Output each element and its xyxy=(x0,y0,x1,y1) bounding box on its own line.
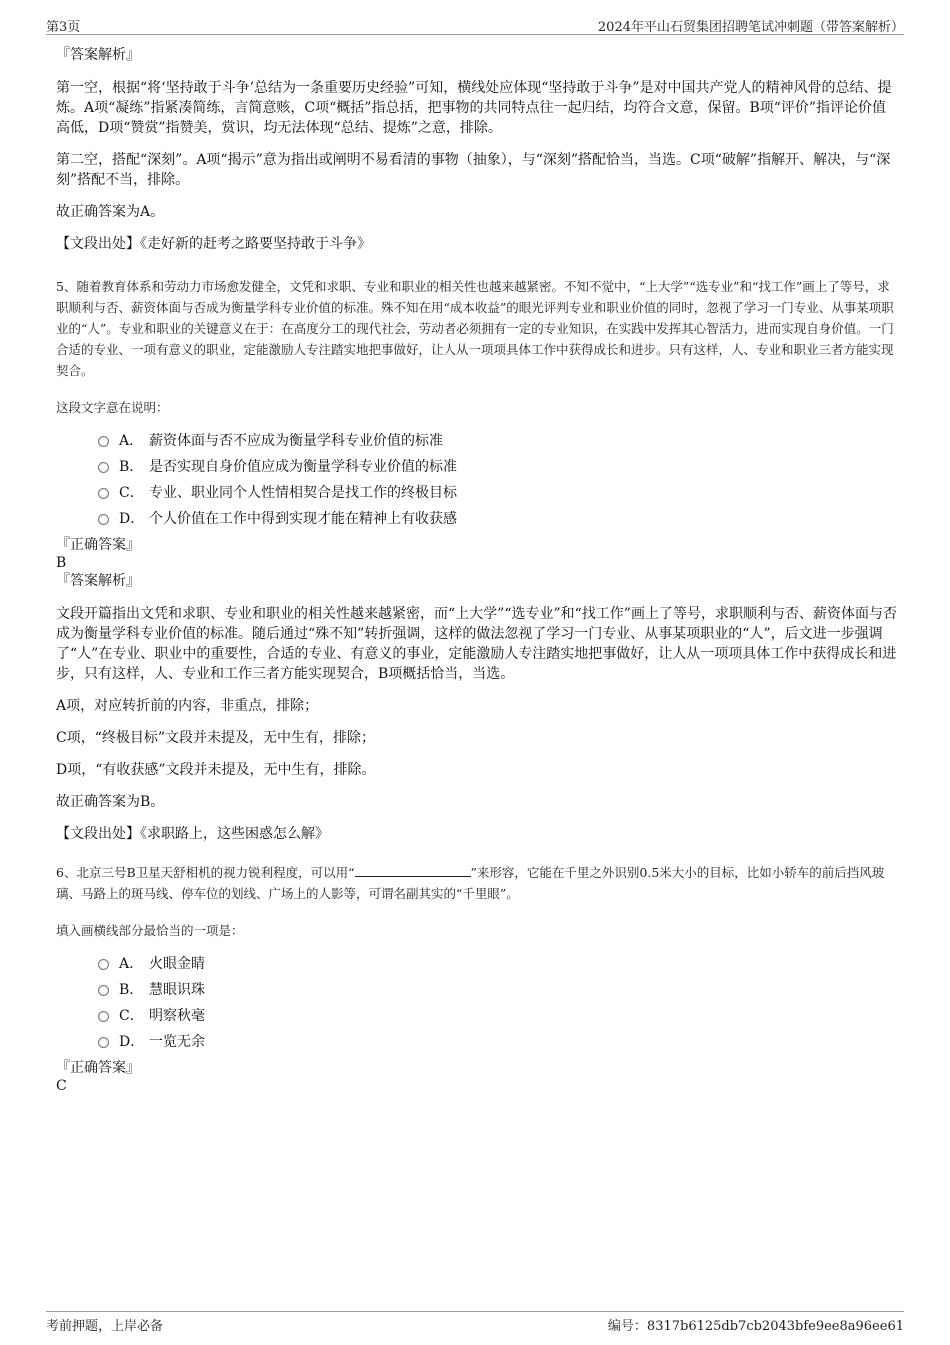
q4-source: 【文段出处】《走好新的赶考之路要坚持敢于斗争》 xyxy=(56,236,371,252)
document-code: 编号：8317b6125db7cb2043bfe9ee8a96ee61 xyxy=(607,1319,904,1334)
q5-option-c[interactable]: C． 专业、职业同个人性情相契合是找工作的终极目标 xyxy=(98,480,900,506)
q5-analysis-p1: 文段开篇指出文凭和求职、专业和职业的相关性越来越紧密，而“上大学”“选专业”和“找工作”画上了等号，求职顺利与否、薪资体面与否成为衡量学科专业价值的标准。随后通过“殊不知”转折强调，这样的做法忽视了学习一门专业、从事某项职业的“人”，后文进一步强调了“人”在专业、职业中的重要性，合适的专业、有意义的事业，定能激励人专注踏实地把事做好，让人从一项项具体工作中获得成长和进步，只有这样，人、专业和工作三者方能实现契合，B项概括恰当，当选。 xyxy=(56,606,897,682)
q5-analysis-label: 『答案解析』 xyxy=(56,573,140,589)
q5-options xyxy=(98,428,900,532)
radio-icon[interactable] xyxy=(98,436,109,447)
q6-answer-label: 『正确答案』 xyxy=(56,1060,140,1076)
q5-prompt: 这段文字意在说明： xyxy=(56,400,169,415)
fill-blank xyxy=(355,864,471,877)
radio-icon[interactable] xyxy=(98,1037,109,1048)
page-content xyxy=(56,46,900,1095)
q6-options xyxy=(98,951,900,1055)
q5-answer-label: 『正确答案』 xyxy=(56,537,140,553)
q5-option-d[interactable]: D． 个人价值在工作中得到实现才能在精神上有收获感 xyxy=(98,506,900,532)
q5-option-b[interactable]: B． 是否实现自身价值应成为衡量学科专业价值的标准 xyxy=(98,454,900,480)
radio-icon[interactable] xyxy=(98,985,109,996)
q6-option-a[interactable]: A． 火眼金睛 xyxy=(98,951,900,977)
q6-answer: C xyxy=(56,1078,67,1094)
q6-option-d[interactable]: D． 一览无余 xyxy=(98,1029,900,1055)
page-footer xyxy=(46,1311,904,1334)
radio-icon[interactable] xyxy=(98,488,109,499)
q5-option-a[interactable]: A． 薪资体面与否不应成为衡量学科专业价值的标准 xyxy=(98,428,900,454)
footer-slogan: 考前押题，上岸必备 xyxy=(46,1319,164,1334)
radio-icon[interactable] xyxy=(98,1011,109,1022)
q6-stem: 6、北京三号B卫星天舒相机的视力锐利程度，可以用“ ”来形容，它能在千里之外识别0.5米大小的目标，比如小轿车的前后挡风玻璃、马路上的斑马线、停车位的划线、广场上的人影等，可谓名副其实的“千里眼”。 xyxy=(56,865,885,901)
q6-prompt: 填入画横线部分最恰当的一项是： xyxy=(56,923,244,938)
q5-stem: 5、随着教育体系和劳动力市场愈发健全，文凭和求职、专业和职业的相关性也越来越紧密。不知不觉中，“上大学”“选专业”和“找工作”画上了等号，求职顺利与否、薪资体面与否成为衡量学科专业价值的标准。殊不知在用“成本收益”的眼光评判专业和职业价值的同时，忽视了学习一门专业、从事某项职业的“人”。专业和职业的关键意义在于：在高度分工的现代社会，劳动者必须拥有一定的专业知识，在实践中发挥其心智活力，进而实现自身价值。一门合适的专业、一项有意义的职业，定能激励人专注踏实地把事做好，让人从一项项具体工作中获得成长和进步。只有这样，人、专业和职业三者方能实现契合。 xyxy=(56,279,894,378)
q5-source: 【文段出处】《求职路上，这些困惑怎么解》 xyxy=(56,826,329,842)
q5-analysis-p2: A项，对应转折前的内容，非重点，排除； xyxy=(56,698,319,714)
q5-answer: B xyxy=(56,555,67,571)
q5-analysis-p4: D项，“有收获感”文段并未提及，无中生有，排除。 xyxy=(56,762,376,778)
radio-icon[interactable] xyxy=(98,959,109,970)
page-number: 第3页 xyxy=(46,20,81,35)
q4-analysis-p2: 第二空，搭配“深刻”。A项“揭示”意为指出或阐明不易看清的事物（抽象），与“深刻”搭配恰当，当选。C项“破解”指解开、解决，与“深刻”搭配不当，排除。 xyxy=(56,152,891,188)
document-title: 2024年平山石贸集团招聘笔试冲刺题（带答案解析） xyxy=(597,20,904,35)
q4-analysis-p3: 故正确答案为A。 xyxy=(56,204,165,220)
q4-analysis-p1: 第一空，根据“将‘坚持敢于斗争’总结为一条重要历史经验”可知，横线处应体现“坚持敢于斗争”是对中国共产党人的精神风骨的总结、提炼。A项“凝练”指紧凑简练，言简意赅，C项“概括”指总括，把事物的共同特点往一起归结，均符合文意，保留。B项“评价”指评论价值高低，D项“赞赏”指赞美，赏识，均无法体现“总结、提炼”之意，排除。 xyxy=(56,80,892,136)
page-header xyxy=(46,14,904,35)
q4-analysis-label: 『答案解析』 xyxy=(56,47,140,63)
radio-icon[interactable] xyxy=(98,462,109,473)
q6-option-b[interactable]: B． 慧眼识珠 xyxy=(98,977,900,1003)
q5-analysis-p3: C项，“终极目标”文段并未提及，无中生有，排除； xyxy=(56,730,376,746)
radio-icon[interactable] xyxy=(98,514,109,525)
q6-option-c[interactable]: C． 明察秋毫 xyxy=(98,1003,900,1029)
q5-analysis-p5: 故正确答案为B。 xyxy=(56,794,165,810)
